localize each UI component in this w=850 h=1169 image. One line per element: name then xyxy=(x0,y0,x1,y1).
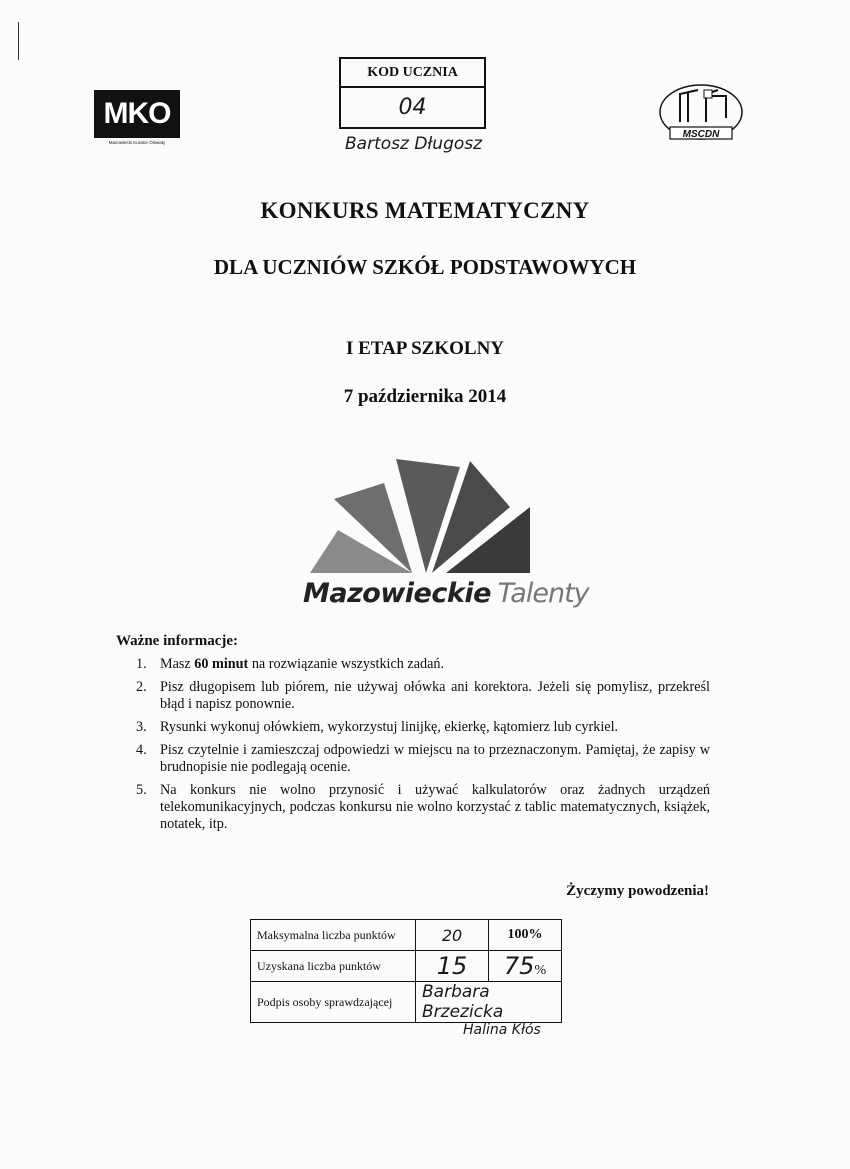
corner-pen-mark xyxy=(18,22,23,60)
checker-signature-label: Podpis osoby sprawdzającej xyxy=(251,982,416,1023)
max-points-value: 20 xyxy=(416,920,489,951)
logo-wordmark xyxy=(303,578,589,609)
title-competition: KONKURS MATEMATYCZNY xyxy=(260,198,590,223)
closing-wish: Życzymy powodzenia! xyxy=(566,883,709,899)
logo-word-mazowieckie: Mazowieckie xyxy=(303,578,491,609)
title-date: 7 października 2014 xyxy=(343,386,507,407)
table-row xyxy=(251,951,562,982)
info-list xyxy=(130,656,710,839)
obtained-points-value: 15 xyxy=(416,951,489,982)
title-audience: DLA UCZNIÓW SZKÓŁ PODSTAWOWYCH xyxy=(213,255,637,279)
list-item: 3. Rysunki wykonuj ołówkiem, wykorzystuj linijkę, ekierkę, kątomierz lub cyrkiel. xyxy=(136,719,619,735)
obtained-percent-value: 75 xyxy=(503,952,535,980)
student-code-box xyxy=(339,57,486,129)
list-item: 2. Pisz długopisem lub piórem, nie używaj ołówka ani korektora. Jeżeli się pomylisz, przekreśl błąd i napisz ponownie. xyxy=(136,679,710,712)
logo-word-talenty: Talenty xyxy=(497,578,589,609)
mko-logo xyxy=(94,90,180,148)
info-heading: Ważne informacje: xyxy=(116,633,239,649)
obtained-percent-cell xyxy=(489,951,562,982)
obtained-points-label: Uzyskana liczba punktów xyxy=(251,951,416,982)
percent-sign: % xyxy=(534,963,547,978)
list-item: 4. Pisz czytelnie i zamieszczaj odpowiedzi w miejscu na to przeznaczonym. Pamiętaj, że zapisy w brudnopisie nie podlegają ocenie. xyxy=(136,742,710,775)
list-item: 5. Na konkurs nie wolno przynosić i używać kalkulatorów oraz żadnych urządzeń telekomunikacyjnych, podczas konkursu nie wolno korzystać z tablic matematycznych, książek, notatek, itp. xyxy=(136,782,710,832)
mscdn-logo-text: MSCDN xyxy=(682,129,720,140)
title-stage: I ETAP SZKOLNY xyxy=(345,338,505,359)
student-code-label: KOD UCZNIA xyxy=(341,59,484,88)
student-code-value: 04 xyxy=(398,95,427,120)
table-row xyxy=(251,982,562,1023)
student-name-handwritten: Bartosz Długosz xyxy=(345,134,483,154)
mscdn-logo xyxy=(658,82,744,148)
mko-logo-mark: MKO xyxy=(94,90,180,138)
max-percent-value: 100% xyxy=(489,920,562,951)
second-checker-signature: Halina Kłós xyxy=(463,1022,541,1038)
max-points-label: Maksymalna liczba punktów xyxy=(251,920,416,951)
mko-logo-caption: Mazowiecki Kurator Oświaty xyxy=(108,140,166,145)
score-table xyxy=(250,919,562,1023)
list-item: 1. Masz 60 minut na rozwiązanie wszystkich zadań. xyxy=(136,656,445,672)
checker-signature: Barbara Brzezicka xyxy=(416,982,562,1023)
table-row xyxy=(251,920,562,951)
